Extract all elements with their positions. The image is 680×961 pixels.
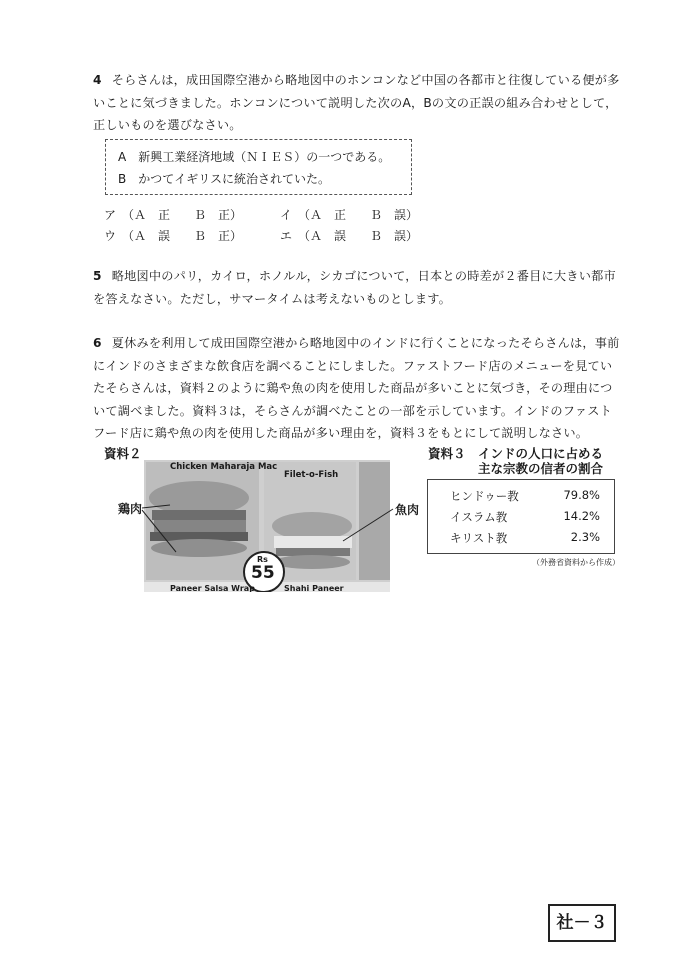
choice-key: イ — [280, 208, 293, 222]
question-6 — [93, 332, 623, 445]
statement-box — [105, 139, 412, 195]
shiryo3-title-1: インドの人口に占める — [478, 446, 604, 461]
table-row: キリスト教 2.3% — [450, 530, 600, 545]
choice-key: ア — [104, 208, 117, 222]
question-number: 6 — [93, 336, 102, 350]
menu-item-4: Shahi Paneer — [284, 584, 344, 592]
price-value: 55 — [251, 563, 275, 583]
question-text: 夏休みを利用して成田国際空港から略地図中のインドに行くことになったそらさんは，事前にインドのさまざまな飲食店を調べることにしました。ファストフード店のメニューを見ていたそらさんは，資料２のように鶏や魚の肉を使用した商品が多いことに気づき，その理由について調べました。資料３は，そらさんが調べたことの一部を示しています。インドのファストフード店に鶏や魚の肉を使用した商品が多い理由を，資料３をもとにして説明しなさい。 — [93, 336, 620, 440]
question-number: 4 — [93, 73, 102, 87]
menu-item-2: Filet-o-Fish — [284, 470, 339, 480]
chicken-pointer-lines — [140, 500, 180, 560]
question-text: そらさんは，成田国際空港から略地図中のホンコンなど中国の各都市と往復している便が多いことに気づきました。ホンコンについて説明した次のA，Bの文の正誤の組み合わせとして，正しいものを選びなさい。 — [93, 73, 620, 132]
choice-key: エ — [280, 229, 293, 243]
choice-b: Ｂ 誤） — [370, 229, 419, 243]
question-number: 5 — [93, 269, 102, 283]
choice-b: Ｂ 誤） — [370, 208, 419, 222]
shiryo3-title-2: 主な宗教の信者の割合 — [478, 461, 604, 476]
question-4 — [93, 69, 623, 137]
question-text: 略地図中のパリ，カイロ，ホノルル，シカゴについて，日本との時差が２番目に大きい都市を答えなさい。ただし，サマータイムは考えないものとします。 — [93, 269, 616, 306]
menu-item-1: Chicken Maharaja Mac — [170, 462, 278, 472]
choice-a: （Ａ 正 — [122, 208, 171, 222]
source-note: （外務省資料から作成） — [532, 558, 620, 567]
choice-b: Ｂ 正） — [194, 229, 243, 243]
table-row: ヒンドゥー教 79.8% — [450, 488, 600, 503]
choice-a: （Ａ 誤 — [298, 229, 347, 243]
shiryo2-label: 資料２ — [104, 446, 142, 461]
menu-item-3: Paneer Salsa Wrap — [170, 584, 255, 592]
statement-b: B かつてイギリスに統治されていた。 — [118, 172, 331, 186]
price-currency: Rs — [257, 555, 268, 564]
shiryo3-label: 資料３ — [428, 446, 466, 461]
question-5 — [93, 265, 623, 310]
statement-a: A 新興工業経済地域（ＮＩＥＳ）の一つである。 — [118, 150, 391, 164]
choice-key: ウ — [104, 229, 117, 243]
religion-table — [427, 479, 615, 554]
fish-label: 魚肉 — [395, 503, 420, 517]
choice-b: Ｂ 正） — [194, 208, 243, 222]
choice-a: （Ａ 誤 — [122, 229, 171, 243]
page-label: 社－３ — [548, 904, 616, 942]
fish-pointer-line — [335, 505, 395, 545]
table-row: イスラム教 14.2% — [450, 509, 600, 524]
chicken-label: 鶏肉 — [118, 502, 143, 516]
choice-a: （Ａ 正 — [298, 208, 347, 222]
